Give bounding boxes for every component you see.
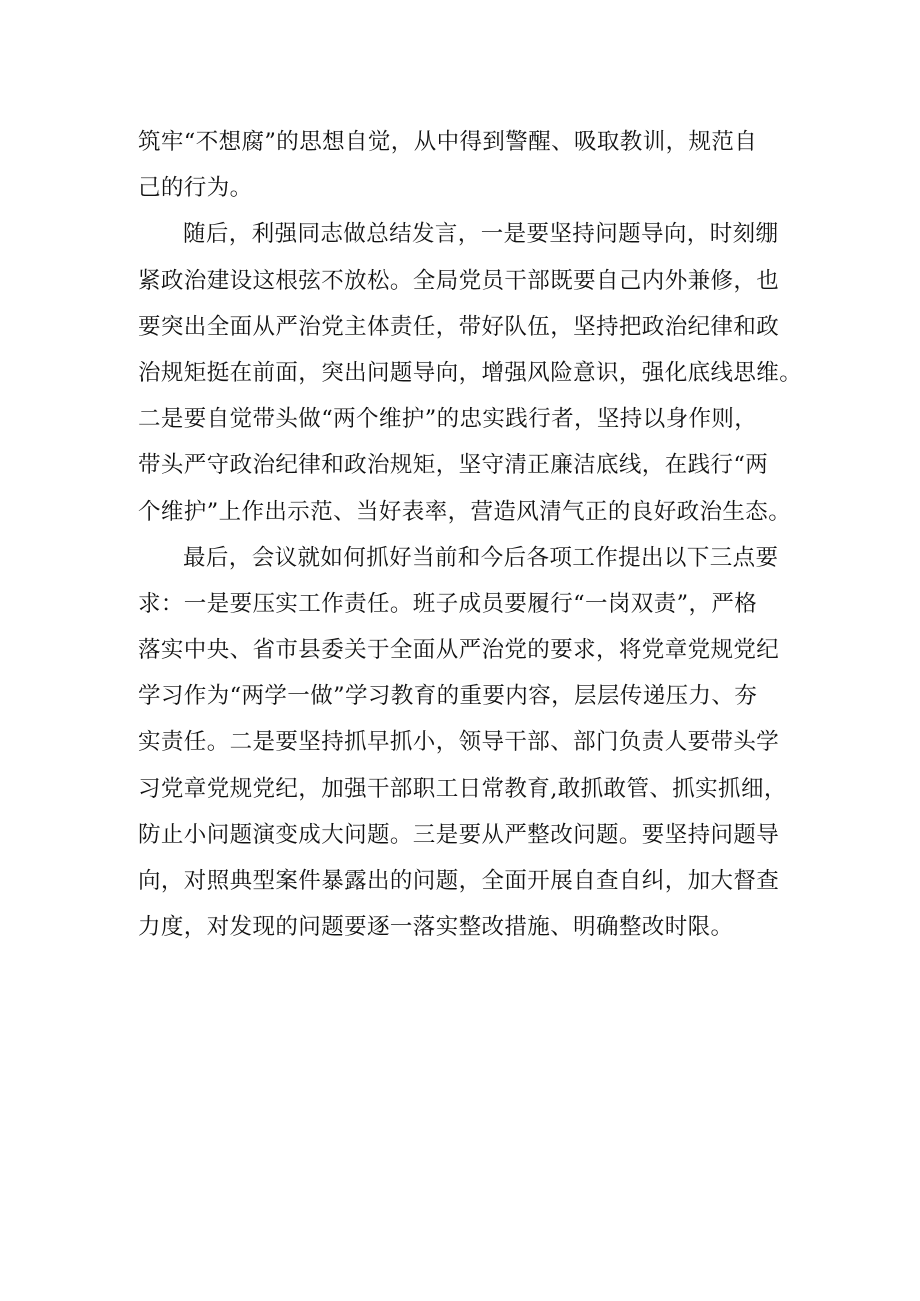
paragraph-line: 治规矩挺在前面，突出问题导向，增强风险意识，强化底线思维。 xyxy=(138,359,803,386)
paragraph-line: 向，对照典型案件暴露出的问题，全面开展自查自纠，加大督查 xyxy=(138,868,780,894)
paragraph-line: 带头严守政治纪律和政治规矩，坚守清正廉洁底线，在践行“两 xyxy=(138,452,769,479)
paragraph-line: 要突出全面从严治党主体责任，带好队伍，坚持把政治纪律和政 xyxy=(138,313,780,340)
body-text xyxy=(138,119,818,950)
paragraph-1 xyxy=(138,119,818,211)
paragraph-line: 落实中央、省市县委关于全面从严治党的要求，将党章党规党纪 xyxy=(138,637,780,664)
paragraph-line: 力度，对发现的问题要逐一落实整改措施、明确整改时限。 xyxy=(138,914,734,941)
paragraph-line: 紧政治建设这根弦不放松。全局党员干部既要自己内外兼修，也 xyxy=(138,267,780,294)
paragraph-line: 防止小问题演变成大问题。三是要从严整改问题。要坚持问题导 xyxy=(138,821,780,848)
paragraph-2 xyxy=(138,211,818,534)
paragraph-line: 求：一是要压实工作责任。班子成员要履行“一岗双责”，严格 xyxy=(138,590,758,617)
paragraph-line: 学习作为“两学一做”学习教育的重要内容，层层传递压力、夯 xyxy=(138,683,758,710)
paragraph-line: 实责任。二是要坚持抓早抓小，领导干部、部门负责人要带头学 xyxy=(138,729,780,756)
paragraph-line: 己的行为。 xyxy=(138,175,253,202)
paragraph-line: 筑牢“不想腐”的思想自觉，从中得到警醒、吸取教训，规范自 xyxy=(138,129,758,155)
paragraph-3 xyxy=(138,535,818,951)
paragraph-line: 最后，会议就如何抓好当前和今后各项工作提出以下三点要 xyxy=(183,544,779,571)
paragraph-line: 习党章党规党纪，加强干部职工日常教育,敢抓敢管、抓实抓细， xyxy=(138,775,787,802)
paragraph-line: 二是要自觉带头做“两个维护”的忠实践行者，坚持以身作则， xyxy=(138,406,758,433)
paragraph-line: 随后，利强同志做总结发言，一是要坚持问题导向，时刻绷 xyxy=(183,221,779,248)
paragraph-line: 个维护”上作出示范、当好表率，营造风清气正的良好政治生态。 xyxy=(138,498,792,525)
